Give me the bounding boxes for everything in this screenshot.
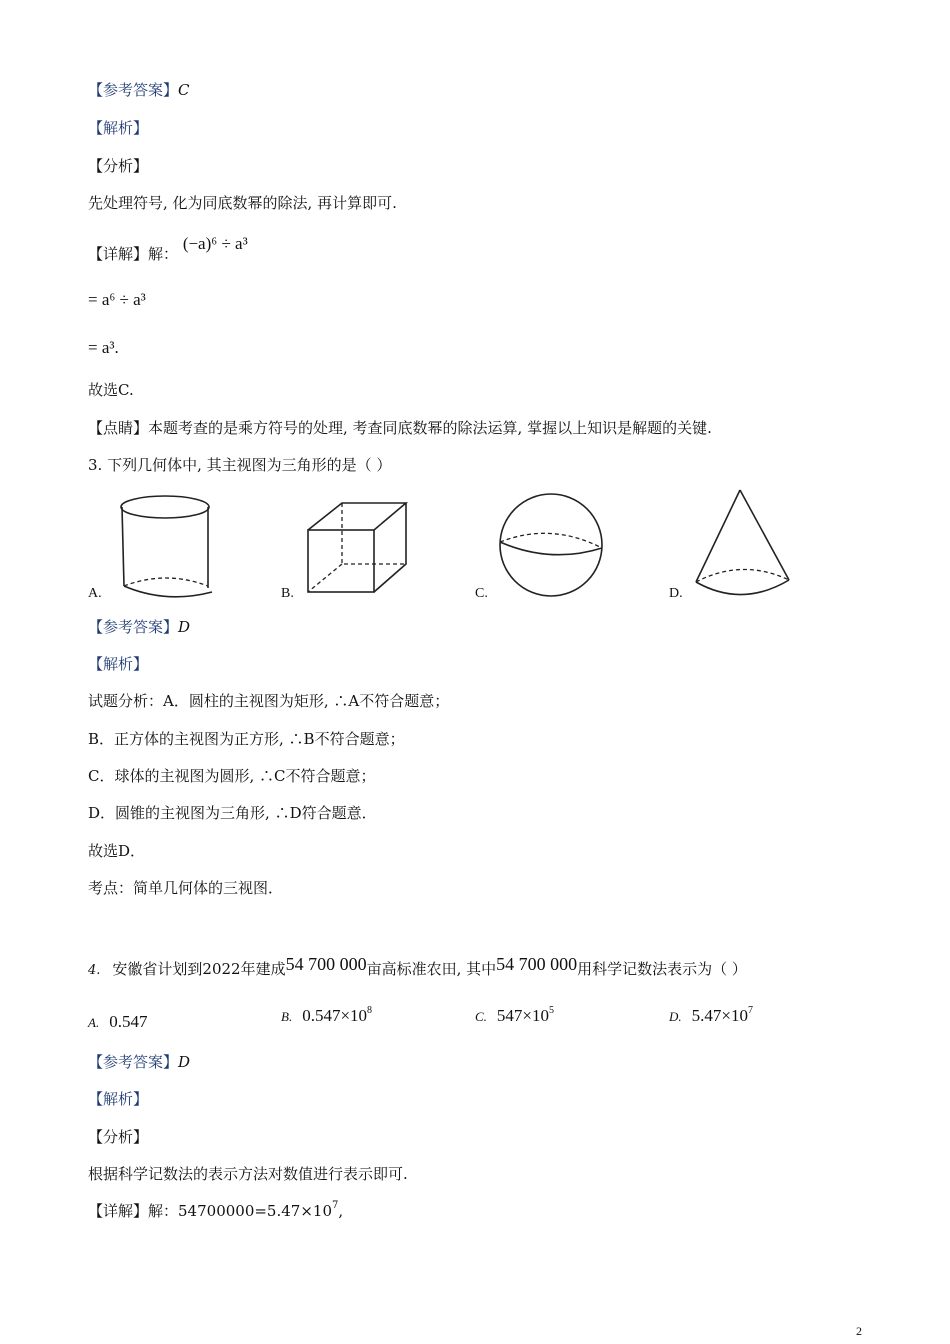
option-label: B. bbox=[281, 1009, 293, 1024]
option-b bbox=[281, 1006, 372, 1026]
question-4-number-value: 54 700 000 bbox=[496, 954, 578, 974]
dianjing-tag: 【点睛】 bbox=[88, 419, 149, 437]
analysis-line-4: D．圆锥的主视图为三角形, ∴D符合题意． bbox=[88, 804, 377, 822]
question-4-text-3: 用科学记数法表示为（ ） bbox=[577, 960, 747, 978]
option-a-label: A. bbox=[88, 586, 102, 601]
question-4-number: 4. bbox=[88, 963, 101, 978]
analysis-tag: 【解析】 bbox=[88, 119, 149, 137]
answer-tag: 【参考答案】 bbox=[88, 618, 179, 636]
option-c-label: C. bbox=[475, 586, 488, 601]
option-label: C. bbox=[475, 1009, 487, 1024]
option-d-label: D. bbox=[669, 586, 683, 601]
question-3: 3. 下列几何体中, 其主视图为三角形的是（ ） bbox=[88, 456, 392, 474]
detail-end: , bbox=[338, 1202, 344, 1220]
answer-tag: 【参考答案】 bbox=[88, 1053, 179, 1071]
dianjing-line bbox=[88, 418, 712, 438]
answer-tag: 【参考答案】 bbox=[88, 81, 179, 99]
fenxi-text: 先处理符号, 化为同底数幂的除法, 再计算即可. bbox=[88, 194, 397, 212]
answer-value: D bbox=[178, 1053, 191, 1071]
option-exponent: 5 bbox=[549, 1005, 555, 1016]
analysis-line-6: 考点：简单几何体的三视图． bbox=[88, 879, 284, 897]
answer-value: D bbox=[178, 618, 191, 636]
detail-tag: 【详解】 bbox=[88, 245, 149, 263]
option-value: 5.47×10 bbox=[691, 1006, 748, 1025]
option-label: A. bbox=[88, 1015, 100, 1030]
option-value: 547×10 bbox=[496, 1006, 550, 1025]
option-exponent: 7 bbox=[747, 1005, 753, 1016]
fenxi-text: 根据科学记数法的表示方法对数值进行表示即可. bbox=[88, 1165, 408, 1183]
option-label: D. bbox=[669, 1009, 682, 1024]
analysis-tag: 【解析】 bbox=[88, 655, 149, 673]
option-d bbox=[669, 1006, 753, 1026]
analysis-tag: 【解析】 bbox=[88, 1090, 149, 1108]
option-exponent: 8 bbox=[367, 1005, 373, 1016]
analysis-line-2: B．正方体的主视图为正方形, ∴B不符合题意； bbox=[88, 730, 405, 748]
analysis-line-3: C．球体的主视图为圆形, ∴C不符合题意； bbox=[88, 767, 376, 785]
option-value: 0.547×10 bbox=[302, 1006, 368, 1025]
math-step-2: = a⁶ ÷ a³ bbox=[88, 290, 146, 309]
detail-text: 解：54700000=5.47×10 bbox=[148, 1202, 332, 1220]
answer-line bbox=[88, 80, 190, 100]
answer-line bbox=[88, 1052, 190, 1072]
question-4 bbox=[88, 954, 747, 981]
math-step-3: = a³. bbox=[88, 338, 119, 357]
option-b-label: B. bbox=[281, 586, 294, 601]
cone-icon bbox=[692, 486, 794, 602]
fenxi-tag: 【分析】 bbox=[88, 157, 149, 175]
sphere-icon bbox=[498, 492, 606, 600]
dianjing-text: 本题考查的是乘方符号的处理, 考查同底数幂的除法运算, 掌握以上知识是解题的关键. bbox=[148, 419, 712, 437]
analysis-line-5: 故选D． bbox=[88, 842, 146, 860]
detail-tag: 【详解】 bbox=[88, 1202, 149, 1220]
question-4-text-2: 亩高标准农田, 其中 bbox=[366, 960, 497, 978]
detail-line bbox=[88, 234, 248, 264]
option-a bbox=[88, 1012, 147, 1032]
option-value: 0.547 bbox=[109, 1012, 148, 1031]
cube-icon bbox=[304, 500, 412, 596]
option-c bbox=[475, 1006, 554, 1026]
page-number: 2 bbox=[856, 1324, 862, 1338]
question-4-text-1: 安徽省计划到2022年建成 bbox=[112, 960, 286, 978]
detail-prefix: 解： bbox=[148, 245, 179, 263]
choose-line: 故选C. bbox=[88, 381, 134, 399]
cylinder-icon bbox=[118, 494, 218, 606]
fenxi-tag: 【分析】 bbox=[88, 1128, 149, 1146]
detail-exponent: 7 bbox=[332, 1200, 339, 1211]
detail-line bbox=[88, 1201, 343, 1221]
analysis-line-1: 试题分析：A．圆柱的主视图为矩形, ∴A不符合题意； bbox=[88, 692, 450, 710]
answer-line bbox=[88, 617, 190, 637]
answer-value: C bbox=[178, 81, 190, 99]
math-step-1: (−a)⁶ ÷ a³ bbox=[182, 234, 248, 253]
question-4-number-value: 54 700 000 bbox=[285, 954, 367, 974]
